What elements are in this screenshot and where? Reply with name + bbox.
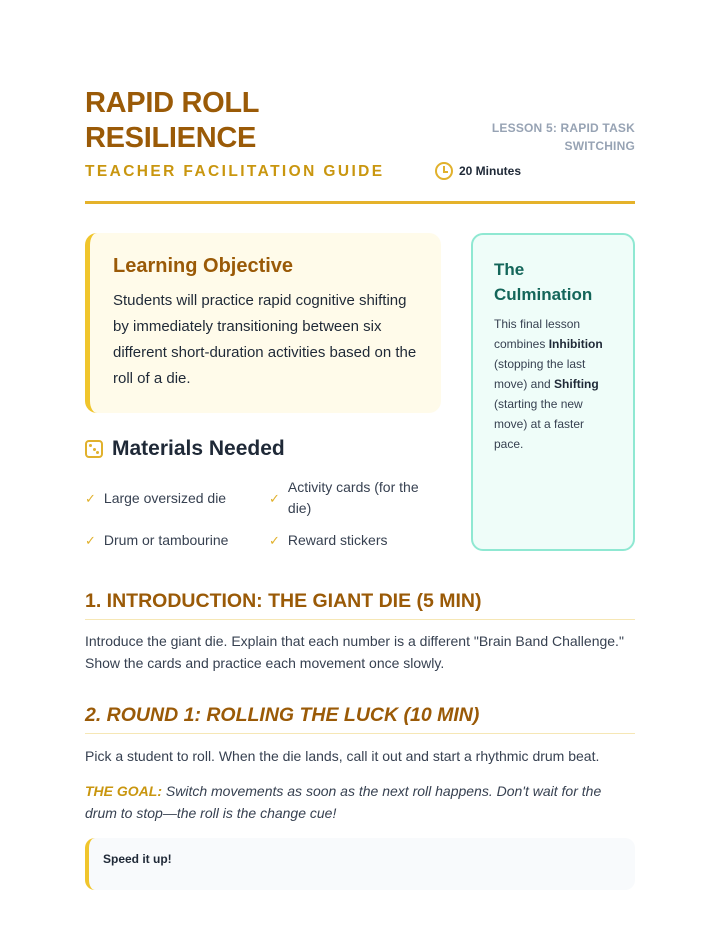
- check-icon: ✓: [269, 491, 280, 506]
- check-icon: ✓: [269, 533, 280, 548]
- material-item: [269, 477, 439, 519]
- objective-heading: Learning Objective: [113, 255, 294, 277]
- header-divider: [85, 201, 635, 204]
- page-subtitle: TEACHER FACILITATION GUIDE: [85, 163, 385, 180]
- material-item-label: Drum or tambourine: [103, 532, 229, 548]
- culmination-text: This final lesson combines Inhibition (stopping the last move) and Shifting (starting the new move) at a faster pace.: [494, 317, 603, 451]
- check-icon: ✓: [85, 491, 96, 506]
- material-item-label: Reward stickers: [287, 532, 388, 548]
- page-header: [85, 86, 635, 181]
- section-heading: 2. ROUND 1: ROLLING THE LUCK (10 MIN): [85, 704, 635, 734]
- culmination-heading: The Culmination: [494, 260, 593, 304]
- objective-text: Students will practice rapid cognitive shifting by immediately transitioning between six different short-duration activities based on the roll of a die.: [113, 292, 417, 387]
- goal-label: THE GOAL:: [85, 783, 162, 799]
- lesson-label: LESSON 5: RAPID TASK SWITCHING: [491, 121, 635, 153]
- materials-heading-text: Materials Needed: [112, 437, 285, 460]
- material-item-label: Large oversized die: [103, 490, 227, 506]
- check-icon: ✓: [85, 533, 96, 548]
- material-item: [85, 530, 255, 551]
- material-item: [85, 488, 255, 509]
- material-item: [269, 530, 439, 551]
- section-text: Pick a student to roll. When the die lands, call it out and start a rhythmic drum beat.: [85, 748, 600, 764]
- duration-text: 20 Minutes: [459, 164, 522, 178]
- dice-icon: [85, 440, 103, 458]
- goal-text: THE GOAL: Switch movements as soon as the next roll happens. Don't wait for the drum to stop—the roll is the change cue!: [85, 783, 602, 821]
- clock-icon: [435, 162, 453, 180]
- speed-callout: Speed it up!: [85, 838, 635, 890]
- section-text: Introduce the giant die. Explain that each number is a different "Brain Band Challenge." Show the cards and practice each movement once slowly.: [85, 633, 624, 671]
- culmination-card: [471, 233, 635, 551]
- section-heading: 1. INTRODUCTION: THE GIANT DIE (5 MIN): [85, 590, 635, 620]
- duration-badge: [435, 162, 521, 180]
- material-item-label: Activity cards (for the die): [287, 479, 419, 516]
- title-line-1: RAPID ROLL: [85, 87, 260, 119]
- title-line-2: RESILIENCE: [85, 122, 257, 154]
- learning-objective-card: [85, 233, 441, 413]
- materials-heading: [85, 437, 285, 461]
